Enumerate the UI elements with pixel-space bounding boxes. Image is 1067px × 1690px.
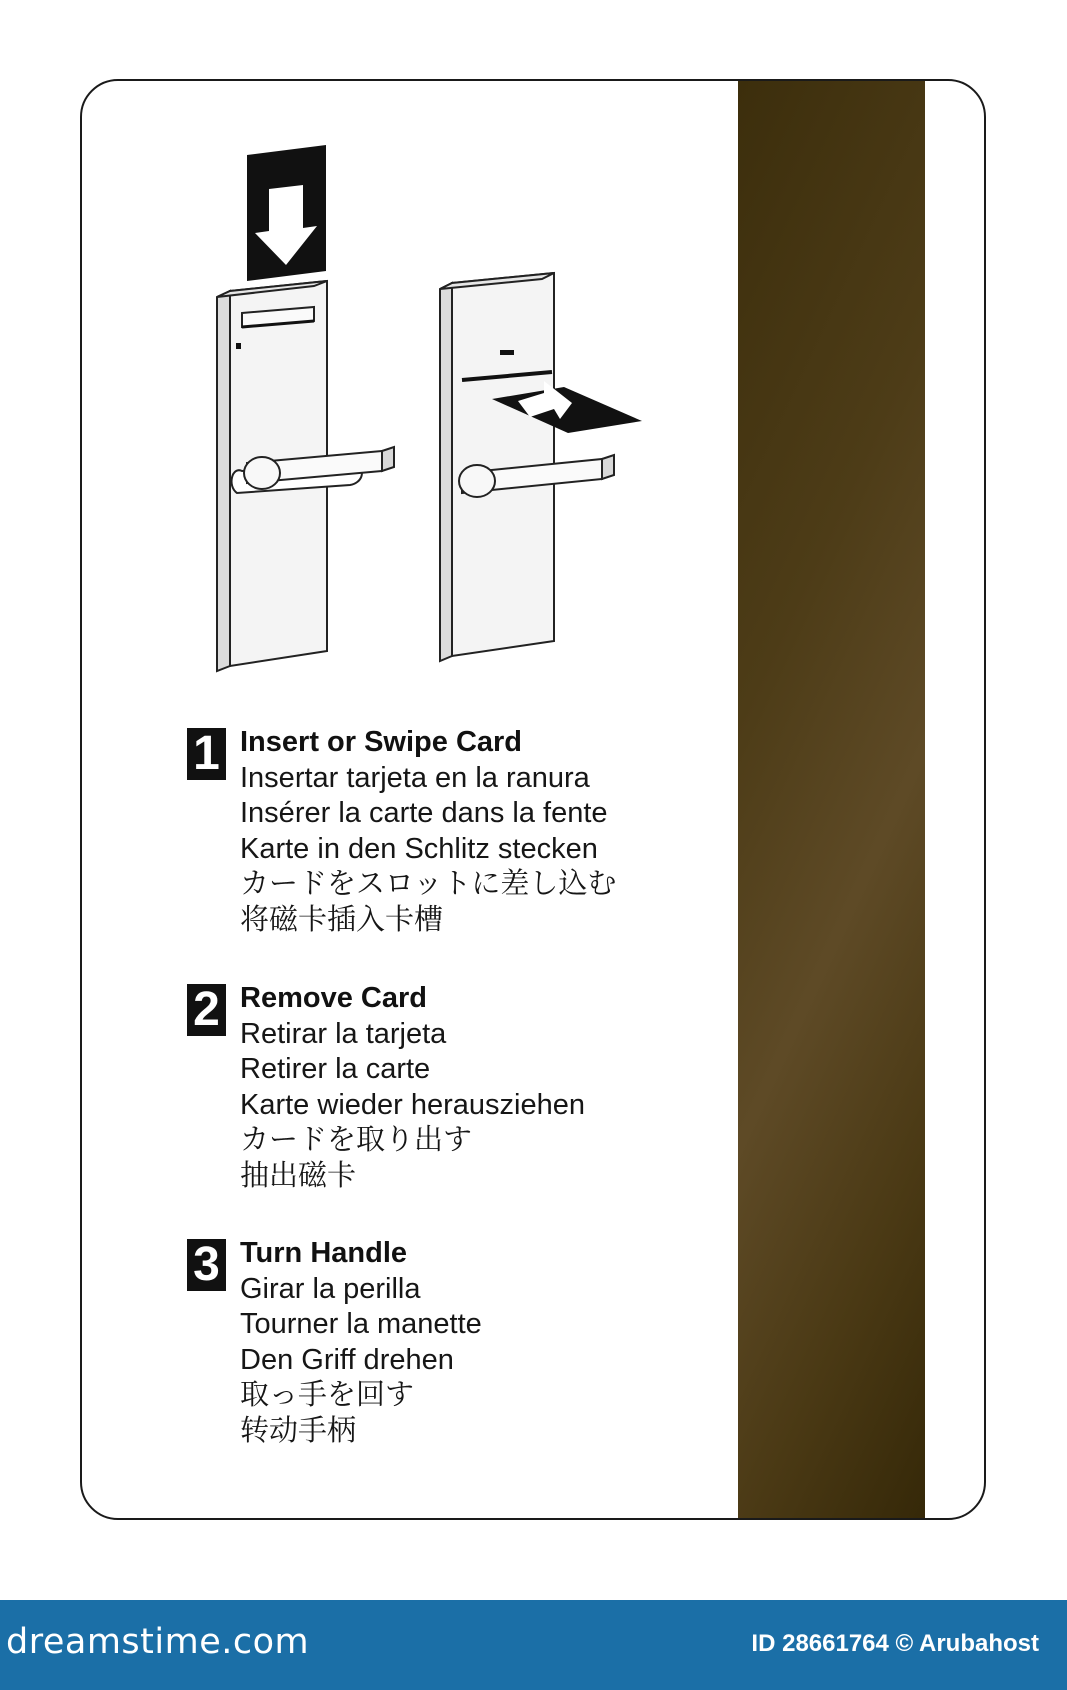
step-2-title: Remove Card [240, 982, 427, 1014]
step-3-german: Den Griff drehen [240, 1343, 454, 1376]
step-1-title: Insert or Swipe Card [240, 726, 523, 758]
watermark-footer-bar [0, 1600, 1067, 1690]
step-2-chinese: 抽出磁卡 [240, 1159, 357, 1192]
step-1-chinese: 将磁卡插入卡槽 [240, 903, 444, 936]
step-2-japanese: カードを取り出す [240, 1124, 473, 1156]
step-3-number-badge: 3 [187, 1239, 226, 1291]
step-3-spanish: Girar la perilla [240, 1272, 421, 1305]
step-1-german: Karte in den Schlitz stecken [240, 832, 598, 865]
step-3-japanese: 取っ手を回す [240, 1379, 415, 1411]
door-lock-illustration [82, 81, 742, 681]
brand-logo: dreamstime.com [6, 1622, 310, 1662]
lock-front-slot [440, 273, 614, 661]
step-2-number-badge: 2 [187, 984, 226, 1036]
step-1-french: Insérer la carte dans la fente [240, 797, 608, 829]
step-2-german: Karte wieder herausziehen [240, 1088, 585, 1121]
key-card [80, 79, 986, 1520]
image-credit: ID 28661764 © Arubahost [751, 1630, 1039, 1657]
step-3-french: Tourner la manette [240, 1308, 482, 1340]
step-3-chinese: 转动手柄 [240, 1414, 357, 1447]
insert-down-arrow-icon [247, 145, 326, 281]
step-1-number-badge: 1 [187, 728, 226, 780]
step-2-spanish: Retirar la tarjeta [240, 1017, 447, 1050]
lock-top-slot [217, 281, 394, 671]
step-3-title: Turn Handle [240, 1237, 408, 1269]
step-1-spanish: Insertar tarjeta en la ranura [240, 761, 590, 794]
magnetic-stripe [738, 79, 925, 1520]
step-1-japanese: カードをスロットに差し込む [240, 868, 617, 900]
step-2-french: Retirer la carte [240, 1053, 431, 1085]
